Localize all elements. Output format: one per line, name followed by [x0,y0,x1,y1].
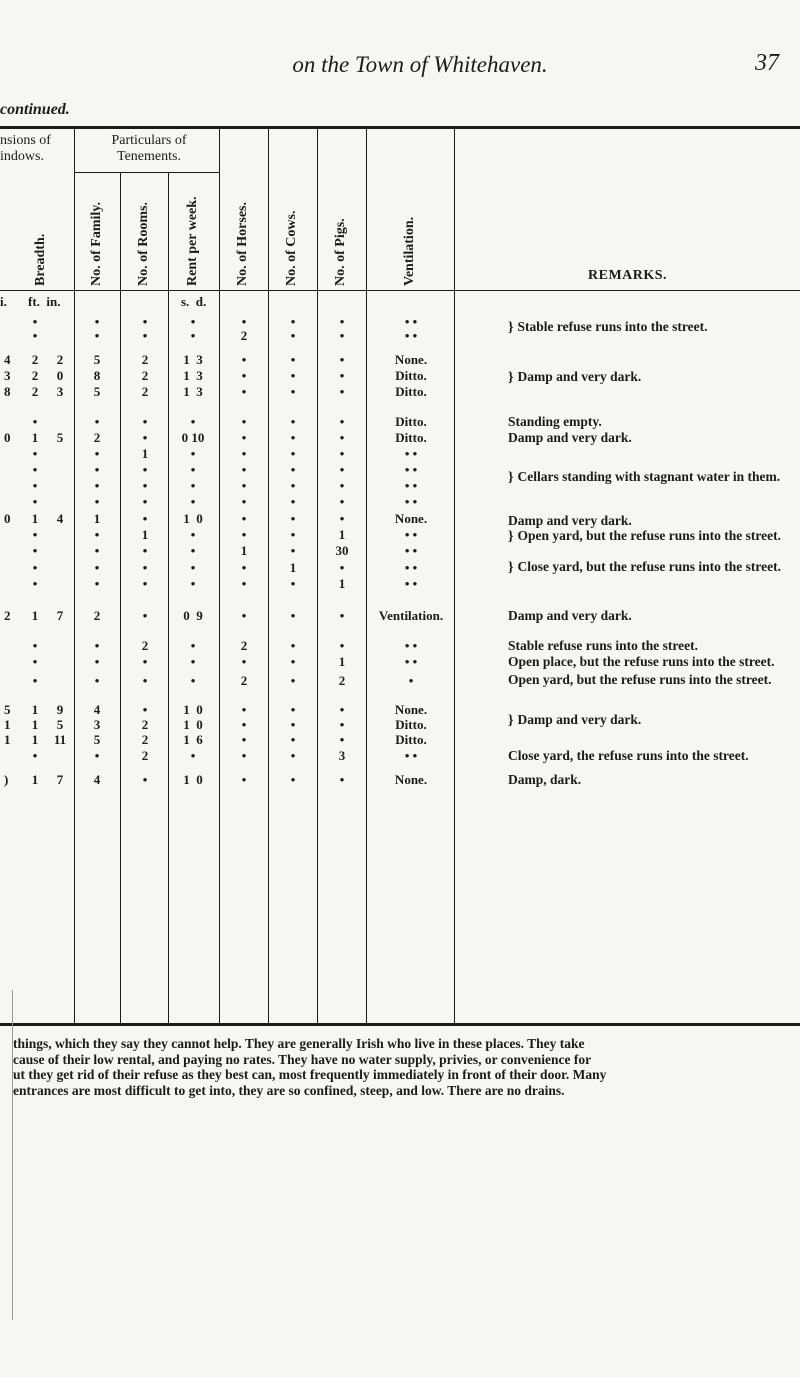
col-header-pigs: No. of Pigs. [333,218,348,286]
table-cell-horses: • [241,430,247,445]
table-cell-in: 5 [56,717,64,732]
table-cell-cows: • [290,654,296,669]
table-cell-lead: 1 [4,717,11,732]
table-cell-horses: • [241,314,247,329]
remark-entry [508,672,798,687]
table-cell-cows: 1 [289,560,297,575]
table-cell-vent: • • [404,446,418,461]
footer-line: things, which they say they cannot help. They are generally Irish who live in these places. They take [13,1036,585,1051]
table-cell-family: • [94,328,100,343]
table-cell-pigs: • [339,494,345,509]
table-cell-ft: 1 [31,732,39,747]
table-cell-rent: 1 0 [183,717,203,732]
unit-rent: s. d. [181,294,207,309]
table-cell-vent: Ditto. [395,414,427,429]
footer-paragraph [13,1036,800,1098]
table-cell-lead: 1 [4,732,11,747]
table-cell-horses: • [241,414,247,429]
table-cell-pigs: • [339,608,345,623]
table-cell-cows: • [290,368,296,383]
table-cell-cows: • [290,314,296,329]
table-cell-horses: • [241,654,247,669]
remark-entry [508,654,798,669]
table-cell-in: 5 [56,430,64,445]
table-cell-ft: • [32,314,38,329]
table-cell-horses: 2 [240,673,248,688]
table-cell-cows: • [290,446,296,461]
table-cell-cows: • [290,702,296,717]
table-cell-in: 11 [53,732,67,747]
table-cell-in: 9 [56,702,64,717]
table-cell-rooms: • [142,772,148,787]
table-cell-ft: • [32,328,38,343]
table-cell-pigs: • [339,314,345,329]
table-cell-rooms: 2 [141,717,149,732]
dimensions-group-header [0,133,70,165]
table-cell-vent: None. [394,702,428,717]
table-cell-rent: 1 3 [183,352,203,367]
table-cell-ft: • [32,527,38,542]
table-cell-pigs: • [339,462,345,477]
remark-text: Damp and very dark. [508,608,632,623]
table-cell-vent: • • [404,638,418,653]
table-cell-cows: • [290,384,296,399]
col-header-rent: Rent per week. [185,196,200,286]
table-cell-pigs: • [339,511,345,526]
table-cell-horses: • [241,717,247,732]
table-cell-pigs: • [339,430,345,445]
table-cell-horses: • [241,608,247,623]
table-cell-horses: • [241,732,247,747]
remark-text: Damp and very dark. [517,712,642,727]
table-cell-in: 7 [56,772,64,787]
table-cell-cows: • [290,638,296,653]
remark-entry [508,559,798,575]
remark-entry [508,430,798,445]
continued-label: continued. [0,101,70,118]
table-cell-vent: Ditto. [395,430,427,445]
table-cell-pigs: • [339,772,345,787]
table-cell-horses: • [241,462,247,477]
table-cell-cows: • [290,352,296,367]
remark-text: Open place, but the refuse runs into the street. [508,654,775,669]
table-cell-rooms: • [142,608,148,623]
table-cell-horses: • [241,384,247,399]
particulars-group-header [84,133,214,165]
table-cell-family: • [94,673,100,688]
table-cell-ft: • [32,576,38,591]
table-cell-rent: • [190,314,196,329]
table-cell-vent: • • [404,478,418,493]
table-cell-rent: 1 0 [183,511,203,526]
remark-entry [508,608,798,623]
table-cell-vent: • • [404,462,418,477]
running-title: on the Town of Whitehaven. [292,52,548,77]
table-cell-pigs: • [339,352,345,367]
table-cell-cows: • [290,414,296,429]
table-cell-vent: Ventilation. [378,608,444,623]
table-cell-vent: Ditto. [395,717,427,732]
table-bottom-rule [0,1023,800,1026]
table-cell-lead: 5 [4,702,11,717]
table-cell-in: 4 [56,511,64,526]
table-cell-horses: • [241,352,247,367]
table-cell-vent: Ditto. [395,732,427,747]
table-cell-family: • [94,314,100,329]
table-cell-lead: 2 [4,608,11,623]
table-cell-cows: • [290,543,296,558]
table-cell-pigs: 30 [335,543,349,558]
table-cell-family: 5 [93,732,101,747]
table-cell-lead: 4 [4,352,11,367]
col-divider [120,172,121,1023]
table-cell-rent: • [190,446,196,461]
col-divider [366,128,367,1023]
table-cell-ft: • [32,446,38,461]
table-cell-lead: 0 [4,430,11,445]
table-cell-family: • [94,576,100,591]
table-cell-family: • [94,494,100,509]
table-cell-cows: • [290,576,296,591]
remark-entry [508,369,798,385]
table-cell-pigs: 2 [338,673,346,688]
col-divider [74,128,75,1023]
table-cell-vent: • • [404,560,418,575]
remark-entry [508,712,798,728]
table-cell-rooms: • [142,702,148,717]
table-cell-pigs: • [339,732,345,747]
table-cell-pigs: • [339,384,345,399]
table-cell-horses: • [241,478,247,493]
table-cell-horses: • [241,368,247,383]
table-cell-lead: 8 [4,384,11,399]
table-cell-family: • [94,543,100,558]
table-cell-ft: 1 [31,717,39,732]
remark-text: Damp and very dark. [508,513,632,528]
table-cell-pigs: • [339,478,345,493]
table-cell-cows: • [290,527,296,542]
table-cell-pigs: 1 [338,654,346,669]
table-cell-rent: 1 3 [183,384,203,399]
table-cell-ft: • [32,748,38,763]
table-cell-lead: ) [4,772,9,787]
remark-text: Damp, dark. [508,772,582,787]
table-cell-rooms: 2 [141,368,149,383]
remark-entry [508,319,798,335]
table-cell-ft: 1 [31,608,39,623]
table-cell-cows: • [290,328,296,343]
col-header-remarks: REMARKS. [588,268,668,283]
remark-text: Standing empty. [508,414,602,429]
remark-entry [508,772,798,787]
table-top-rule [0,126,800,129]
table-cell-vent: • [408,673,414,688]
table-cell-pigs: • [339,638,345,653]
table-cell-rooms: • [142,328,148,343]
dimensions-header-line-1: nsions of [0,133,51,148]
table-cell-rent: • [190,673,196,688]
table-cell-family: • [94,478,100,493]
page-number: 37 [755,50,779,76]
remark-entry [508,414,798,429]
table-cell-rent: • [190,654,196,669]
particulars-header-line-2: Tenements. [117,149,181,164]
table-cell-in: 2 [56,352,64,367]
table-cell-pigs: • [339,328,345,343]
table-cell-family: 4 [93,702,101,717]
brace-mark: } [508,560,514,575]
table-cell-rooms: 2 [141,352,149,367]
remark-text: Close yard, the refuse runs into the street. [508,748,749,763]
table-cell-rent: 1 3 [183,368,203,383]
table-cell-vent: • • [404,543,418,558]
table-cell-vent: None. [394,772,428,787]
table-cell-rooms: 1 [141,446,149,461]
table-cell-rooms: • [142,494,148,509]
table-cell-rent: 1 0 [183,772,203,787]
col-header-rooms: No. of Rooms. [136,202,151,286]
unit-breadth: ft. in. [28,294,61,309]
table-cell-ft: • [32,543,38,558]
table-cell-horses: 2 [240,638,248,653]
table-cell-ft: • [32,638,38,653]
table-cell-horses: • [241,494,247,509]
table-cell-rooms: 2 [141,384,149,399]
table-cell-family: 4 [93,772,101,787]
table-cell-rooms: 1 [141,527,149,542]
table-cell-cows: • [290,748,296,763]
table-cell-pigs: • [339,560,345,575]
remark-entry [508,513,798,528]
remark-text: Damp and very dark. [508,430,632,445]
table-cell-ft: 2 [31,368,39,383]
table-cell-rooms: • [142,654,148,669]
table-cell-ft: 1 [31,702,39,717]
remark-entry [508,528,798,544]
table-cell-in: 3 [56,384,64,399]
brace-mark: } [508,470,514,485]
table-cell-ft: • [32,494,38,509]
col-divider [317,128,318,1023]
table-cell-rooms: 2 [141,748,149,763]
table-cell-ft: • [32,654,38,669]
table-cell-rent: 0 10 [181,430,205,445]
table-cell-pigs: • [339,446,345,461]
table-cell-family: • [94,446,100,461]
table-cell-vent: Ditto. [395,368,427,383]
table-cell-rent: • [190,638,196,653]
table-cell-cows: • [290,430,296,445]
table-cell-rent: 1 6 [183,732,203,747]
table-cell-cows: • [290,608,296,623]
col-divider [268,128,269,1023]
table-cell-rent: • [190,414,196,429]
table-cell-rooms: 2 [141,732,149,747]
table-cell-rooms: • [142,478,148,493]
table-cell-vent: Ditto. [395,384,427,399]
table-cell-in: 7 [56,608,64,623]
table-cell-rooms: • [142,511,148,526]
remark-entry [508,638,798,653]
table-cell-ft: 1 [31,511,39,526]
col-header-horses: No. of Horses. [235,202,250,286]
col-divider [168,172,169,1023]
table-cell-rooms: • [142,414,148,429]
table-cell-family: 2 [93,608,101,623]
table-cell-ft: • [32,478,38,493]
table-cell-in: 0 [56,368,64,383]
table-cell-rooms: • [142,314,148,329]
table-cell-lead: 0 [4,511,11,526]
table-cell-family: • [94,748,100,763]
table-cell-cows: • [290,462,296,477]
table-cell-horses: • [241,560,247,575]
remark-text: Stable refuse runs into the street. [508,638,698,653]
table-cell-family: 8 [93,368,101,383]
table-cell-family: 5 [93,352,101,367]
table-cell-pigs: • [339,368,345,383]
col-divider [219,128,220,1023]
table-cell-cows: • [290,772,296,787]
remark-text: Cellars standing with stagnant water in them. [517,469,781,484]
table-cell-pigs: • [339,414,345,429]
footer-line: ut they get rid of their refuse as they best can, most frequently immediately in front of their door. Many [13,1067,607,1082]
table-cell-vent: • • [404,328,418,343]
table-cell-ft: • [32,414,38,429]
table-cell-cows: • [290,717,296,732]
table-cell-cows: • [290,511,296,526]
table-cell-rent: • [190,478,196,493]
col-header-ventilation: Ventilation. [402,216,417,286]
table-cell-horses: • [241,527,247,542]
table-cell-rent: • [190,527,196,542]
col-header-breadth: Breadth. [33,233,48,286]
table-cell-family: 2 [93,430,101,445]
table-cell-rooms: • [142,560,148,575]
table-cell-ft: 2 [31,384,39,399]
table-cell-horses: • [241,576,247,591]
remark-text: Open yard, but the refuse runs into the street. [517,528,782,543]
table-cell-vent: • • [404,494,418,509]
remark-text: Damp and very dark. [517,369,642,384]
table-cell-rooms: • [142,462,148,477]
col-header-cows: No. of Cows. [284,210,299,286]
table-cell-rent: 0 9 [183,608,203,623]
table-cell-lead: 3 [4,368,11,383]
table-cell-pigs: 3 [338,748,346,763]
table-cell-vent: • • [404,654,418,669]
table-cell-horses: • [241,446,247,461]
table-cell-horses: 1 [240,543,248,558]
table-cell-ft: 1 [31,772,39,787]
remark-entry [508,748,798,763]
table-cell-ft: 1 [31,430,39,445]
table-cell-rooms: • [142,430,148,445]
table-cell-rooms: • [142,673,148,688]
table-cell-rent: • [190,560,196,575]
table-cell-ft: • [32,462,38,477]
brace-mark: } [508,370,514,385]
table-cell-rent: • [190,462,196,477]
table-cell-rooms: • [142,576,148,591]
table-cell-family: • [94,560,100,575]
remark-text: Open yard, but the refuse runs into the street. [508,672,772,687]
table-cell-rent: 1 0 [183,702,203,717]
table-cell-cows: • [290,673,296,688]
brace-mark: } [508,529,514,544]
table-cell-rent: • [190,576,196,591]
remark-entry [508,469,798,485]
table-cell-rent: • [190,748,196,763]
table-cell-rent: • [190,494,196,509]
brace-mark: } [508,320,514,335]
col-divider [454,128,455,1023]
dimensions-header-line-2: indows. [0,149,44,164]
remark-text: Close yard, but the refuse runs into the street. [517,559,782,574]
table-cell-ft: • [32,673,38,688]
table-cell-family: • [94,527,100,542]
table-cell-family: • [94,462,100,477]
table-cell-family: 1 [93,511,101,526]
brace-mark: } [508,713,514,728]
footer-line: entrances are most difficult to get into, they are so confined, steep, and low. There are no drains. [13,1082,565,1098]
table-cell-horses: • [241,511,247,526]
table-cell-horses: 2 [240,328,248,343]
table-cell-pigs: 1 [338,576,346,591]
table-cell-vent: • • [404,748,418,763]
table-cell-cows: • [290,732,296,747]
table-cell-vent: • • [404,314,418,329]
footer-line: cause of their low rental, and paying no rates. They have no water supply, privies, or convenience for [13,1051,592,1067]
unit-lead: i. [0,294,7,309]
table-cell-rent: • [190,328,196,343]
table-cell-family: • [94,654,100,669]
table-cell-rent: • [190,543,196,558]
table-cell-family: 3 [93,717,101,732]
table-cell-pigs: 1 [338,527,346,542]
table-cell-vent: • • [404,576,418,591]
table-cell-horses: • [241,748,247,763]
table-cell-cows: • [290,478,296,493]
table-cell-family: 5 [93,384,101,399]
table-cell-pigs: • [339,717,345,732]
table-cell-vent: • • [404,527,418,542]
table-cell-cows: • [290,494,296,509]
table-cell-vent: None. [394,511,428,526]
table-cell-rooms: 2 [141,638,149,653]
particulars-header-line-1: Particulars of [111,133,187,148]
table-cell-pigs: • [339,702,345,717]
table-cell-horses: • [241,702,247,717]
table-cell-family: • [94,414,100,429]
col-header-family: No. of Family. [89,202,104,286]
table-cell-rooms: • [142,543,148,558]
table-cell-horses: • [241,772,247,787]
table-cell-vent: None. [394,352,428,367]
particulars-subrule [74,172,219,173]
table-cell-ft: • [32,560,38,575]
table-cell-family: • [94,638,100,653]
table-cell-ft: 2 [31,352,39,367]
remark-text: Stable refuse runs into the street. [517,319,708,334]
